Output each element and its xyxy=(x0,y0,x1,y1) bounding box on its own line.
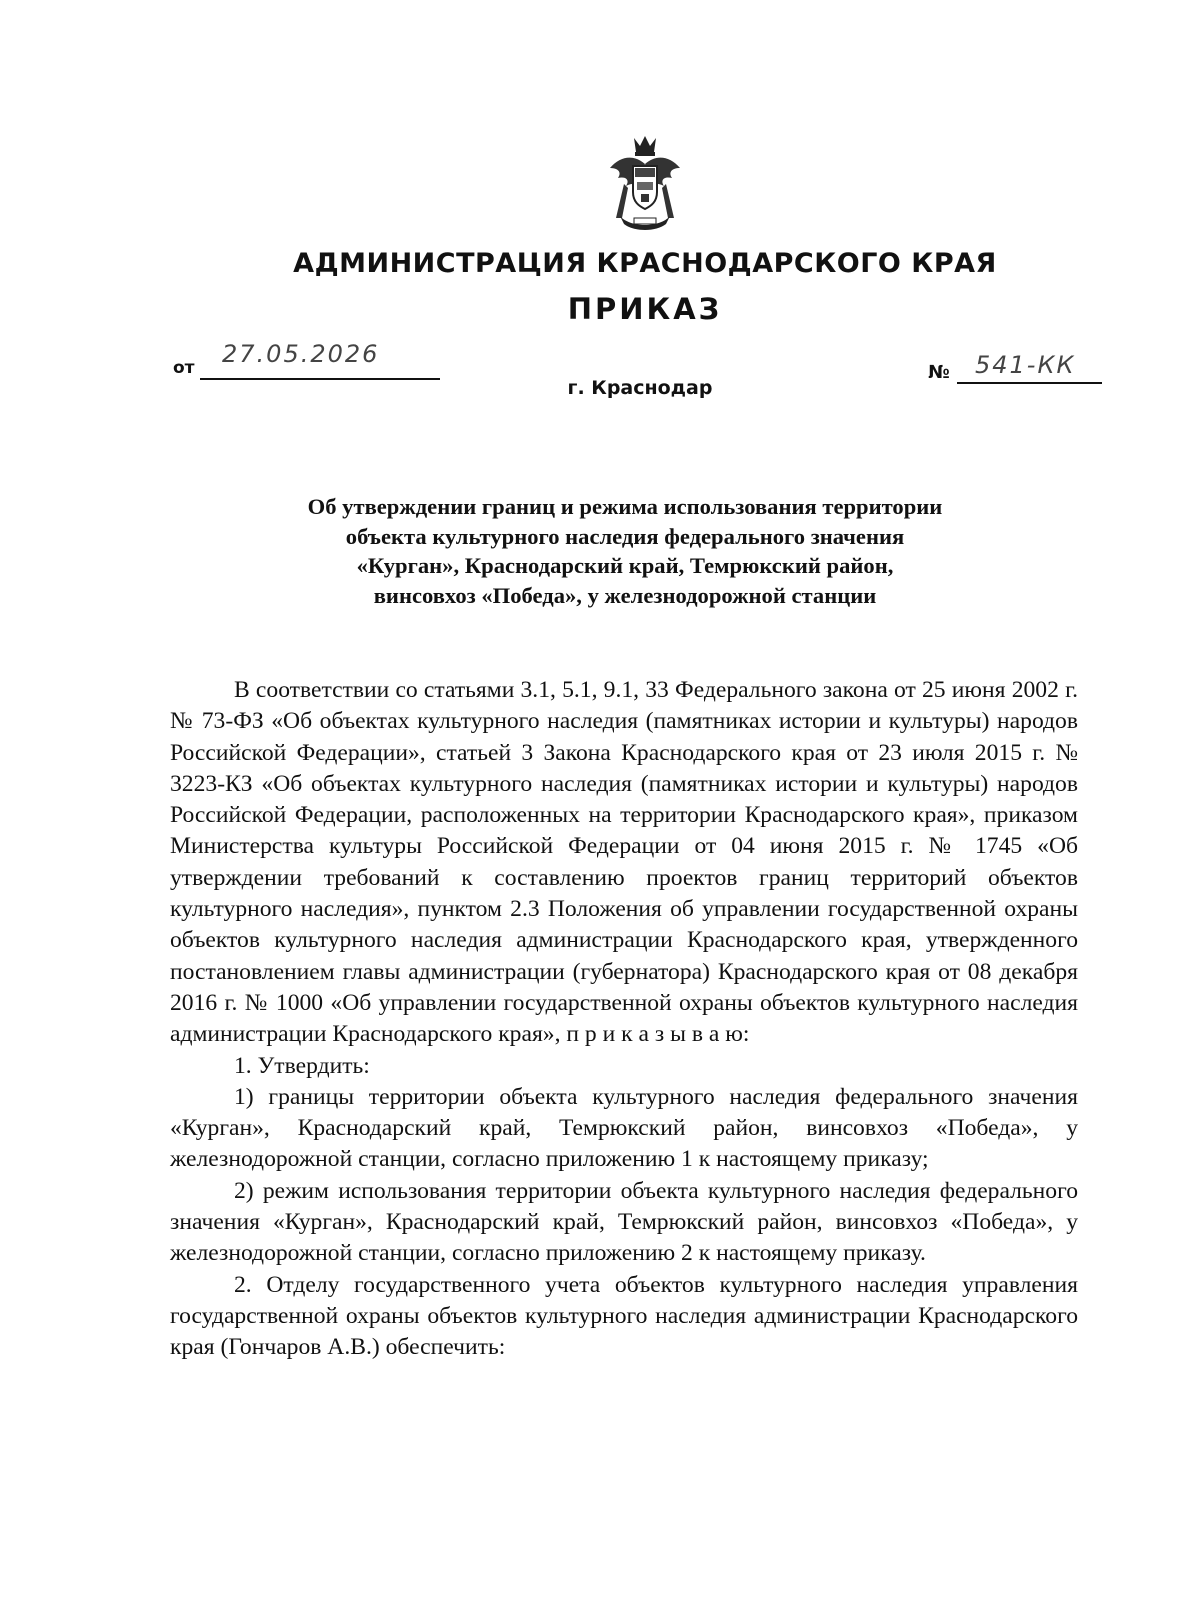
city: г. Краснодар xyxy=(567,377,713,399)
organization-name: АДМИНИСТРАЦИЯ КРАСНОДАРСКОГО КРАЯ xyxy=(293,248,997,279)
coat-of-arms-emblem xyxy=(604,134,686,234)
date-label: от xyxy=(173,358,195,378)
document-type: ПРИКАЗ xyxy=(567,292,723,326)
title-line: Об утверждении границ и режима использования территории xyxy=(307,494,943,519)
handwritten-date: 27.05.2026 xyxy=(222,340,380,368)
handwritten-number: 541-КК xyxy=(975,351,1076,379)
document-body xyxy=(170,675,1078,1364)
item-1-subitem-2: 2) режим использования территории объекта культурного наследия федерального значения «Курган», Краснодарский край, Темрюкский район, винсовхоз «Победа», у железнодорожной станции, согласно приложению 2 к настоящему приказу. xyxy=(170,1177,1078,1267)
item-2: 2. Отделу государственного учета объектов культурного наследия управления государственной охраны объектов культурного наследия администрации Краснодарского края (Гончаров А.В.) обеспечить: xyxy=(170,1271,1078,1361)
document-title xyxy=(0,492,1200,610)
number-label: № xyxy=(928,362,950,383)
item-1: 1. Утвердить: xyxy=(234,1052,370,1079)
title-line: «Курган», Краснодарский край, Темрюкский район, xyxy=(356,553,894,578)
preamble-paragraph: В соответствии со статьями 3.1, 5.1, 9.1, 33 Федерального закона от 25 июня 2002 г. № 73-ФЗ «Об объектах культурного наследия (памятниках истории и культуры) народов Российской Федерации», статьей 3 Закона Краснодарского края от 23 июля 2015 г. № 3223-КЗ «Об объектах культурного наследия (памятниках истории и культуры) народов Российской Федерации, расположенных на территории Краснодарского края», приказом Министерства культуры Российской Федерации от 04 июня 2015 г. № 1745 «Об утверждении требований к составлению проектов границ территорий объектов культурного наследия», пунктом 2.3 Положения об управлении государственной охраны объектов культурного наследия администрации Краснодарского края, утвержденного постановлением главы администрации (губернатора) Краснодарского края от 08 декабря 2016 г. № 1000 «Об управлении государственной охраны объектов культурного наследия администрации Краснодарского края», п р и к а з ы в а ю: xyxy=(170,677,1078,1048)
title-line: винсовхоз «Победа», у железнодорожной станции xyxy=(373,582,877,608)
title-line: объекта культурного наследия федерального значения xyxy=(345,523,905,549)
item-1-subitem-1: 1) границы территории объекта культурного наследия федерального значения «Курган», Краснодарский край, Темрюкский район, винсовхоз «Победа», у железнодорожной станции, согласно приложению 1 к настоящему приказу; xyxy=(170,1083,1078,1173)
